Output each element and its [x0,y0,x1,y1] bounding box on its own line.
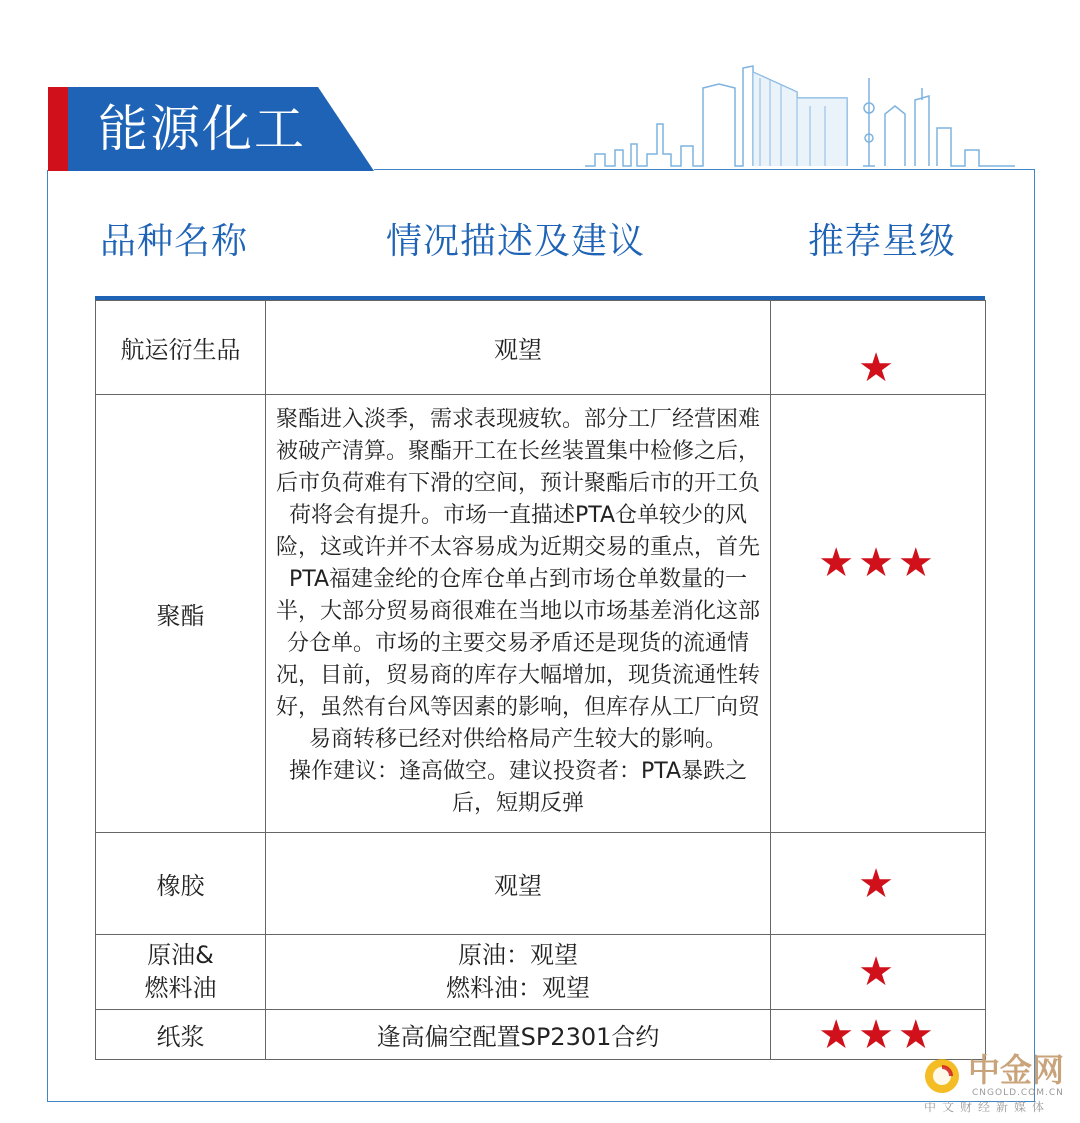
product-name: 橡胶 [96,833,266,935]
product-description-line: 原油：观望 [458,941,578,969]
star-rating [771,395,986,833]
recommendation-table [95,300,986,1060]
product-name: 纸浆 [96,1010,266,1060]
operation-advice: 操作建议：逢高做空。建议投资者：PTA暴跌之后，短期反弹 [288,758,748,816]
product-description-cell [266,395,771,833]
table-row [96,395,986,833]
watermark-name: 中金网 [968,1051,1065,1089]
product-description: 聚酯进入淡季，需求表现疲软。部分工厂经营困难被破产清算。聚酯开工在长丝装置集中检修之后，后市负荷难有下滑的空间，预计聚酯后市的开工负荷将会有提升。市场一直描述PTA仓单较少的风险，这或许并不太容易成为近期交易的重点，首先PTA福建金纶的仓库仓单占到市场仓单数量的一半，大部分贸易商很难在当地以市场基差消化这部分仓单。市场的主要交易矛盾还是现货的流通情况，目前，贸易商的库存大幅增加，现货流通性转好，虽然有台风等因素的影响，但库存从工厂向贸易商转移已经对供给格局产生较大的影响。 [276,406,761,752]
section-title: 能源化工 [98,100,306,158]
product-name: 聚酯 [96,395,266,833]
banner-red-accent [48,87,68,171]
header-product-name: 品种名称 [100,221,249,262]
product-name-line: 原油& [147,941,214,969]
star-icon: ★ [858,860,898,907]
product-name-line: 燃料油 [144,974,217,1002]
product-name: 航运衍生品 [96,301,266,395]
product-description-cell [266,935,771,1010]
star-icon: ★★★ [818,1011,938,1058]
product-description: 观望 [266,833,771,935]
header-description: 情况描述及建议 [386,221,646,262]
star-rating [771,833,986,935]
star-icon: ★ [858,949,898,995]
table-row [96,935,986,1010]
table-row [96,1010,986,1060]
table-row [96,301,986,395]
city-skyline-graphic [585,58,1015,170]
product-description: 观望 [266,301,771,395]
product-description: 逢高偏空配置SP2301合约 [266,1010,771,1060]
watermark-url: CNGOLD.COM.CN [972,1088,1064,1098]
watermark-tagline: 中文财经新媒体 [924,1100,1051,1114]
star-icon: ★★★ [818,540,938,586]
star-rating [771,301,986,395]
header-star-rating: 推荐星级 [808,221,957,262]
table-row [96,833,986,935]
star-icon: ★ [858,345,898,391]
product-description-line: 燃料油：观望 [446,974,590,1002]
product-name-cell [96,935,266,1010]
star-rating [771,935,986,1010]
